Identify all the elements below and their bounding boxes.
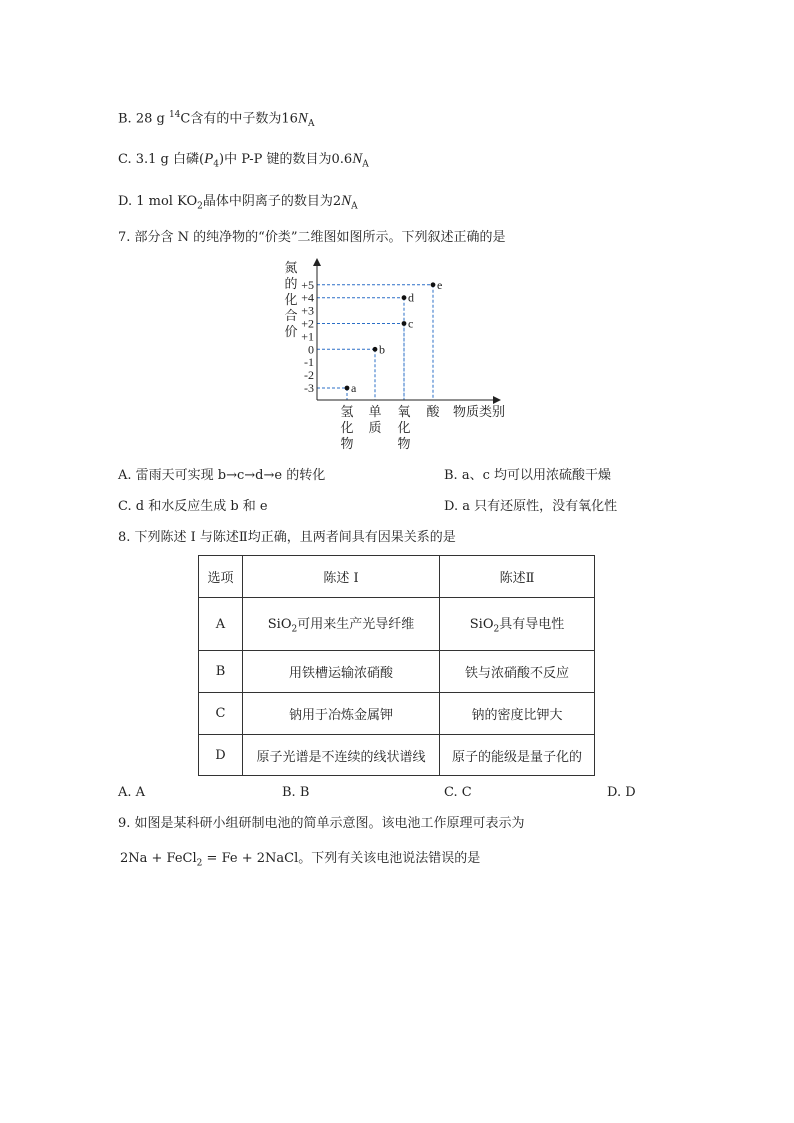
table-header: 选项 — [199, 556, 243, 598]
q7-option-c: C. d 和水反应生成 b 和 e — [118, 499, 268, 514]
y-tick-label: +4 — [301, 290, 314, 305]
data-points — [345, 278, 443, 395]
y-tick-labels — [301, 278, 314, 395]
y-tick-label: -2 — [304, 368, 314, 383]
table-cell: SiO$_2$具有导电性 — [440, 598, 595, 651]
x-category-char: 氧 — [397, 405, 411, 420]
table-cell: A — [199, 598, 243, 651]
y-tick-label: 0 — [308, 342, 314, 357]
y-axis-label — [284, 261, 297, 340]
q6-option-d: D. 1 mol $KO_2$晶体中阴离子的数目为$2N_A$ — [118, 193, 358, 212]
y-label-char: 合 — [284, 309, 298, 324]
y-tick-label: -1 — [304, 355, 314, 370]
y-tick-label: +1 — [301, 329, 314, 344]
q8-answer-b: B. B — [282, 785, 310, 800]
q6-option-b: B. 28 g $^{14}$C含有的中子数为$16N_A$ — [118, 110, 315, 129]
y-label-char: 价 — [284, 325, 298, 340]
point-label: a — [351, 381, 357, 395]
data-point — [345, 386, 350, 391]
data-point — [402, 295, 407, 300]
table-header: 陈述Ⅱ — [440, 556, 595, 598]
q6-option-c: C. 3.1 g 白磷$(P_4)$中 P-P 键的数目为$0.6N_A$ — [118, 151, 369, 170]
table-row — [199, 693, 595, 735]
q8-table — [198, 555, 595, 776]
q7-option-b: B. a、c 均可以用浓硫酸干燥 — [444, 468, 611, 483]
q7-option-a: A. 雷雨天可实现 b→c→d→e 的转化 — [118, 468, 326, 483]
table-cell: 钠用于冶炼金属钾 — [243, 693, 440, 735]
x-category-char: 酸 — [426, 405, 440, 420]
q8-answer-a: A. A — [118, 785, 146, 800]
q7-option-d: D. a 只有还原性，没有氧化性 — [444, 499, 618, 514]
data-point — [402, 321, 407, 326]
x-category-char: 物 — [397, 437, 411, 452]
data-point — [373, 347, 378, 352]
y-tick-label: -3 — [304, 381, 314, 395]
x-category-char: 单 — [368, 405, 382, 420]
x-axis-label: 物质类别 — [453, 405, 505, 420]
q9-equation: 2Na + FeCl$_2$ = Fe + 2NaCl。下列有关该电池说法错误的是 — [120, 851, 481, 869]
table-row — [199, 598, 595, 651]
table-cell: 原子的能级是量子化的 — [440, 735, 595, 776]
q9-stem: 9. 如图是某科研小组研制电池的简单示意图。该电池工作原理可表示为 — [118, 816, 525, 831]
y-tick-label: +5 — [301, 277, 314, 292]
valence-class-chart — [275, 258, 505, 458]
y-label-char: 氮 — [284, 261, 298, 276]
q7-stem: 7. 部分含 N 的纯净物的“价类”二维图如图所示。下列叙述正确的是 — [118, 230, 506, 245]
x-category-char: 化 — [340, 421, 354, 436]
q8-answer-d: D. D — [607, 785, 636, 800]
table-cell: 原子光谱是不连续的线状谱线 — [243, 735, 440, 776]
point-label: b — [379, 342, 385, 357]
table-cell: C — [199, 693, 243, 735]
table-header: 陈述 I — [243, 556, 440, 598]
y-tick-label: +2 — [301, 316, 314, 331]
x-category-char: 氢 — [340, 405, 354, 420]
table-cell: B — [199, 651, 243, 693]
table-row — [199, 651, 595, 693]
q8-answer-c: C. C — [444, 785, 472, 800]
table-cell: SiO$_2$可用来生产光导纤维 — [243, 598, 440, 651]
guide-lines — [317, 285, 433, 400]
point-label: d — [408, 290, 414, 305]
point-label: e — [437, 277, 443, 292]
table-row — [199, 735, 595, 776]
x-category-char: 化 — [397, 421, 411, 436]
data-point — [431, 282, 436, 287]
table-cell: 铁与浓硝酸不反应 — [440, 651, 595, 693]
table-cell: 用铁槽运输浓硝酸 — [243, 651, 440, 693]
point-label: c — [408, 316, 414, 331]
x-category-char: 质 — [368, 421, 382, 436]
table-cell: 钠的密度比钾大 — [440, 693, 595, 735]
y-label-char: 的 — [284, 277, 298, 292]
x-category-labels — [340, 405, 440, 452]
y-label-char: 化 — [284, 293, 298, 308]
y-tick-label: +3 — [301, 303, 314, 318]
x-category-char: 物 — [340, 437, 354, 452]
q8-stem: 8. 下列陈述 I 与陈述Ⅱ均正确，且两者间具有因果关系的是 — [118, 530, 456, 545]
table-cell: D — [199, 735, 243, 776]
